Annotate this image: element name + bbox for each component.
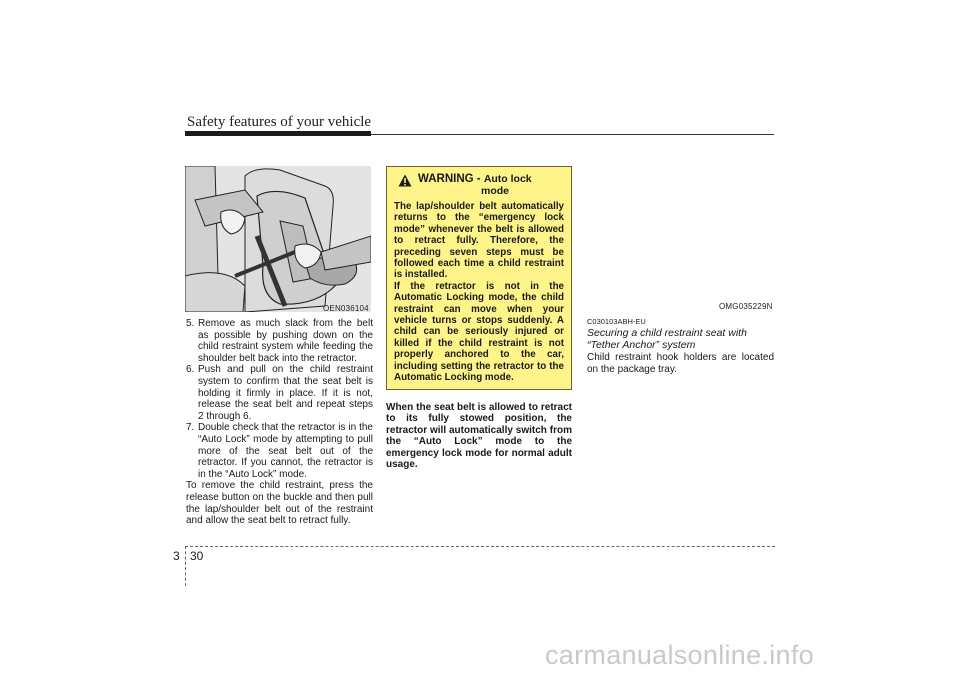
warning-subtitle: Auto lock	[483, 173, 532, 185]
step-text: Push and pull on the child restraint system to confirm that the seat belt is holding it firmly in place. If it is not, release the seat belt and repeat steps 2 through 6.	[198, 364, 373, 422]
figure-code-right: OMG035229N	[719, 302, 773, 311]
warning-triangle-icon	[398, 174, 412, 187]
figure-code-left: OEN036104	[323, 304, 369, 313]
header-rule-thin	[371, 134, 774, 135]
page-header-title: Safety features of your vehicle	[187, 114, 372, 130]
warning-paragraph-2: If the retractor is not in the Automatic Locking mode, the child restraint can move when your vehicle turns or stops suddenly. A child can be seriously injured or killed if the child restraint is not properly anchored to the car, including setting the retractor to the Automatic Locking mode.	[394, 280, 564, 384]
step-text: Remove as much slack from the belt as possible by pushing down on the child restraint system while feeding the shoulder belt back into the retractor.	[198, 318, 373, 364]
warning-title	[418, 173, 532, 197]
child-seat-drawing	[185, 166, 371, 312]
auto-lock-note: When the seat belt is allowed to retract to its fully stowed position, the retractor will automatically switch from the “Auto Lock” mode to the emergency lock mode for normal adult usage.	[386, 402, 572, 471]
section-code: C030103ABH-EU	[587, 317, 646, 326]
header-rule-thick	[185, 131, 371, 136]
list-item	[186, 318, 373, 364]
left-column-text	[186, 318, 373, 527]
footer-vertical-rule	[185, 546, 186, 586]
warning-box	[386, 166, 572, 390]
warning-body	[394, 201, 564, 384]
remove-restraint-paragraph: To remove the child restraint, press the release button on the buckle and then pull the lap/shoulder belt out of the restraint and allow the seat belt to retract fully.	[186, 480, 373, 527]
step-number: 5.	[186, 318, 195, 329]
page-number: 30	[190, 549, 204, 563]
section-body: Child restraint hook holders are located on the package tray.	[587, 352, 774, 375]
warning-paragraph-1: The lap/shoulder belt automatically returns to the “emergency lock mode” whenever the belt is allowed to retract fully. Therefore, the preceding seven steps must be followed each time a child restraint is installed.	[394, 201, 564, 281]
child-seat-installation-illustration	[185, 166, 371, 312]
watermark: carmanualsonline.info	[545, 640, 814, 670]
list-item	[186, 422, 373, 480]
warning-header	[398, 173, 564, 197]
warning-label: WARNING -	[418, 173, 481, 185]
footer-rule	[185, 546, 775, 547]
chapter-number: 3	[173, 549, 180, 563]
list-item	[186, 364, 373, 422]
warning-subtitle-line2: mode	[481, 185, 510, 197]
step-text: Double check that the retractor is in the “Auto Lock” mode by attempting to pull more of the seat belt out of the retractor. If you cannot, the retractor is in the “Auto Lock” mode.	[198, 422, 373, 480]
step-number: 6.	[186, 364, 195, 376]
section-title: Securing a child restraint seat with “Tether Anchor” system	[587, 327, 747, 351]
step-number: 7.	[186, 422, 195, 434]
